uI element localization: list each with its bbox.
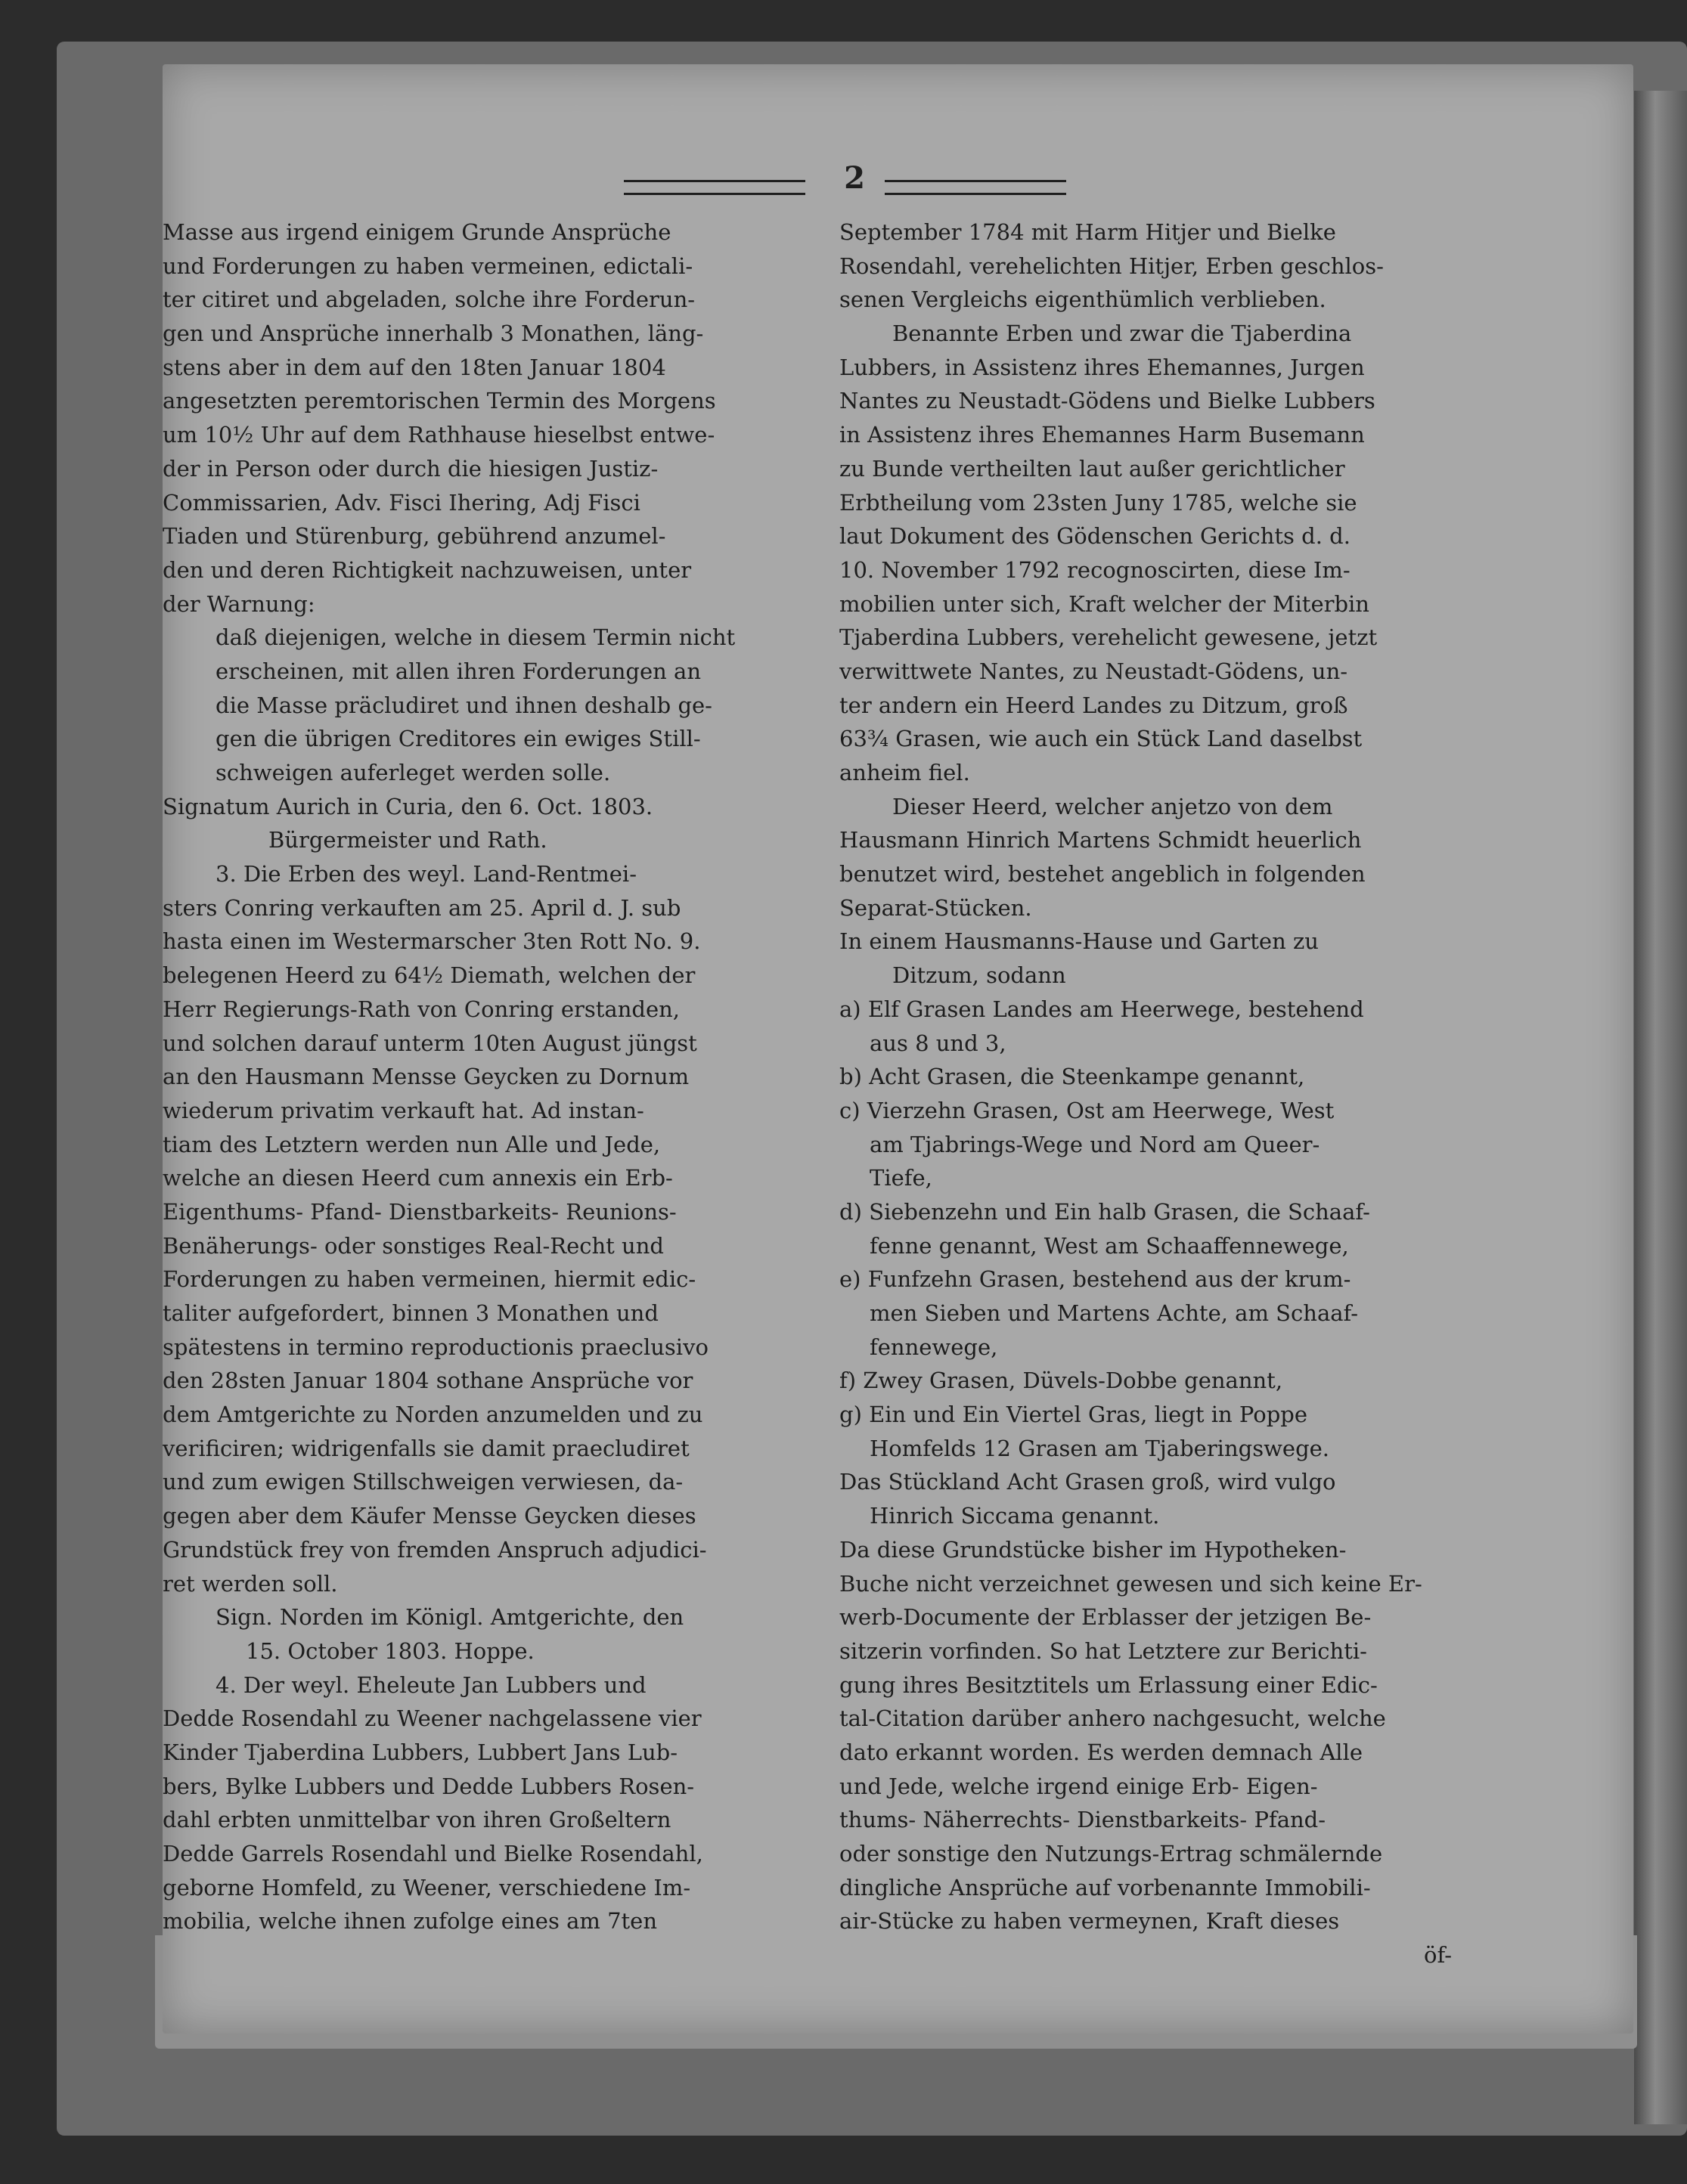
header-rule-left xyxy=(624,180,805,195)
text-line: dingliche Ansprüche auf vorbenannte Immobili- xyxy=(839,1874,1371,1901)
text-line: daß diejenigen, welche in diesem Termin nicht xyxy=(216,624,736,651)
text-line: senen Vergleichs eigenthümlich verblieben. xyxy=(839,287,1326,313)
text-line: Forderungen zu haben vermeinen, hiermit edic- xyxy=(163,1266,696,1293)
text-line: belegenen Heerd zu 64½ Diemath, welchen der xyxy=(163,962,696,989)
text-line: Benäherungs- oder sonstiges Real-Recht und xyxy=(163,1232,664,1259)
text-line: Erbtheilung vom 23sten Juny 1785, welche sie xyxy=(839,489,1357,516)
text-line: gegen aber dem Käufer Mensse Geycken dieses xyxy=(163,1503,696,1529)
text-line: aus 8 und 3, xyxy=(870,1030,1006,1056)
text-line: an den Hausmann Mensse Geycken zu Dornum xyxy=(163,1064,690,1090)
text-line: der Warnung: xyxy=(163,590,315,617)
text-line: mobilien unter sich, Kraft welcher der Miterbin xyxy=(839,590,1369,617)
text-line: men Sieben und Martens Achte, am Schaaf- xyxy=(870,1300,1359,1326)
text-line: Dedde Garrels Rosendahl und Bielke Rosendahl, xyxy=(163,1841,703,1866)
text-line: sitzerin vorfinden. So hat Letztere zur Berichti- xyxy=(839,1637,1367,1664)
text-line: 10. November 1792 recognoscirten, diese Im- xyxy=(839,556,1351,583)
text-line: Rosendahl, verehelichten Hitjer, Erben geschlos- xyxy=(839,252,1384,279)
text-line: der in Person oder durch die hiesigen Justiz- xyxy=(163,455,659,482)
text-line: Nantes zu Neustadt-Gödens und Bielke Lubbers xyxy=(839,388,1375,414)
text-line: b) Acht Grasen, die Steenkampe genannt, xyxy=(839,1064,1305,1090)
text-line: dahl erbten unmittelbar von ihren Großeltern xyxy=(163,1807,671,1833)
text-line: Homfelds 12 Grasen am Tjaberingswege. xyxy=(870,1435,1330,1461)
text-line: tal-Citation darüber anhero nachgesucht, welche xyxy=(839,1705,1386,1732)
text-line: und Forderungen zu haben vermeinen, edictali- xyxy=(163,252,693,279)
text-line: sters Conring verkauften am 25. April d. J. sub xyxy=(163,894,681,921)
text-line: angesetzten peremtorischen Termin des Morgens xyxy=(163,388,716,414)
text-line: schweigen auferleget werden solle. xyxy=(216,760,611,785)
right-text-column xyxy=(839,215,1505,1972)
text-line: verwittwete Nantes, zu Neustadt-Gödens, un- xyxy=(839,658,1348,684)
text-line: ret werden soll. xyxy=(163,1570,338,1597)
text-line: f) Zwey Grasen, Düvels-Dobbe genannt, xyxy=(839,1368,1283,1394)
text-line: Bürgermeister und Rath. xyxy=(268,827,547,853)
text-line: Lubbers, in Assistenz ihres Ehemannes, Jurgen xyxy=(839,354,1365,380)
text-line: gung ihres Besitztitels um Erlassung einer Edic- xyxy=(839,1671,1378,1698)
text-line: 4. Der weyl. Eheleute Jan Lubbers und xyxy=(216,1671,647,1698)
text-line: den und deren Richtigkeit nachzuweisen, unter xyxy=(163,556,692,583)
text-line: ter andern ein Heerd Landes zu Ditzum, groß xyxy=(839,692,1348,718)
text-line: Tiefe, xyxy=(870,1165,932,1191)
text-line: mobilia, welche ihnen zufolge eines am 7ten xyxy=(163,1908,658,1935)
text-line: am Tjabrings-Wege und Nord am Queer- xyxy=(870,1131,1320,1157)
book-spine xyxy=(1634,91,1687,2124)
text-line: In einem Hausmanns-Hause und Garten zu xyxy=(839,928,1319,955)
text-line: Benannte Erben und zwar die Tjaberdina xyxy=(892,321,1352,347)
text-line: Eigenthums- Pfand- Dienstbarkeits- Reunions- xyxy=(163,1198,677,1225)
text-line: Hausmann Hinrich Martens Schmidt heuerlich xyxy=(839,827,1362,853)
text-line: Separat-Stücken. xyxy=(839,894,1032,921)
text-line: Tjaberdina Lubbers, verehelicht gewesene, jetzt xyxy=(839,624,1378,651)
text-line: öf- xyxy=(1424,1942,1452,1969)
text-line: fenne genannt, West am Schaaffennewege, xyxy=(870,1232,1349,1259)
text-line: laut Dokument des Gödenschen Gerichts d. d. xyxy=(839,523,1351,550)
text-line: d) Siebenzehn und Ein halb Grasen, die Schaaf- xyxy=(839,1198,1370,1225)
text-line: um 10½ Uhr auf dem Rathhause hieselbst entwe- xyxy=(163,422,715,448)
text-line: tiam des Letztern werden nun Alle und Jede, xyxy=(163,1131,661,1157)
text-line: oder sonstige den Nutzungs-Ertrag schmälernde xyxy=(839,1841,1383,1866)
text-line: September 1784 mit Harm Hitjer und Bielke xyxy=(839,219,1336,245)
text-line: und zum ewigen Stillschweigen verwiesen, da- xyxy=(163,1469,684,1495)
text-line: Tiaden und Stürenburg, gebührend anzumel- xyxy=(163,523,666,550)
text-line: Herr Regierungs-Rath von Conring erstanden, xyxy=(163,996,681,1022)
text-line: die Masse präcludiret und ihnen deshalb ge- xyxy=(216,692,712,718)
text-line: gen und Ansprüche innerhalb 3 Monathen, läng- xyxy=(163,321,704,347)
text-line: geborne Homfeld, zu Weener, verschiedene Im- xyxy=(163,1874,691,1901)
text-line: ter citiret und abgeladen, solche ihre Forderun- xyxy=(163,287,696,313)
text-line: Ditzum, sodann xyxy=(892,962,1066,989)
text-line: verificiren; widrigenfalls sie damit praecludiret xyxy=(163,1435,690,1461)
text-line: a) Elf Grasen Landes am Heerwege, bestehend xyxy=(839,996,1364,1022)
text-line: taliter aufgefordert, binnen 3 Monathen und xyxy=(163,1300,659,1326)
text-line: 3. Die Erben des weyl. Land-Rentmei- xyxy=(216,861,637,888)
text-line: spätestens in termino reproductionis praeclusivo xyxy=(163,1334,709,1360)
text-line: hasta einen im Westermarscher 3ten Rott No. 9. xyxy=(163,928,701,955)
text-line: Das Stückland Acht Grasen groß, wird vulgo xyxy=(839,1469,1336,1495)
text-line: Dieser Heerd, welcher anjetzo von dem xyxy=(892,793,1333,819)
text-line: c) Vierzehn Grasen, Ost am Heerwege, West xyxy=(839,1097,1335,1123)
text-line: Kinder Tjaberdina Lubbers, Lubbert Jans Lub- xyxy=(163,1739,678,1765)
text-line: Da diese Grundstücke bisher im Hypotheken- xyxy=(839,1536,1347,1563)
text-line: wiederum privatim verkauft hat. Ad instan- xyxy=(163,1097,644,1123)
text-line: dato erkannt worden. Es werden demnach Alle xyxy=(839,1739,1363,1765)
header-rule-right xyxy=(885,180,1066,195)
text-line: benutzet wird, bestehet angeblich in folgenden xyxy=(839,861,1366,888)
text-line: Commissarien, Adv. Fisci Ihering, Adj Fisci xyxy=(163,489,640,516)
text-line: bers, Bylke Lubbers und Dedde Lubbers Rosen- xyxy=(163,1773,695,1799)
page-number: 2 xyxy=(844,160,865,196)
text-line: Hinrich Siccama genannt. xyxy=(870,1503,1160,1529)
text-line: in Assistenz ihres Ehemannes Harm Busemann xyxy=(839,422,1365,448)
text-line: Sign. Norden im Königl. Amtgerichte, den xyxy=(216,1604,684,1631)
text-line: Signatum Aurich in Curia, den 6. Oct. 1803. xyxy=(163,793,653,819)
text-line: Buche nicht verzeichnet gewesen und sich keine Er- xyxy=(839,1570,1422,1597)
text-line: und Jede, welche irgend einige Erb- Eigen- xyxy=(839,1773,1318,1799)
text-line: welche an diesen Heerd cum annexis ein Erb- xyxy=(163,1165,673,1191)
text-line: Dedde Rosendahl zu Weener nachgelassene vier xyxy=(163,1705,702,1732)
text-line: Grundstück frey von fremden Anspruch adjudici- xyxy=(163,1536,707,1563)
text-line: 63¾ Grasen, wie auch ein Stück Land daselbst xyxy=(839,726,1363,752)
text-line: anheim fiel. xyxy=(839,760,970,785)
text-line: fennewege, xyxy=(870,1334,998,1360)
text-line: werb-Documente der Erblasser der jetzigen Be- xyxy=(839,1604,1372,1631)
text-line: gen die übrigen Creditores ein ewiges Still- xyxy=(216,726,701,752)
text-line: e) Funfzehn Grasen, bestehend aus der krum- xyxy=(839,1266,1351,1293)
text-line: zu Bunde vertheilten laut außer gerichtlicher xyxy=(839,455,1345,482)
text-line: dem Amtgerichte zu Norden anzumelden und zu xyxy=(163,1402,703,1428)
text-line: den 28sten Januar 1804 sothane Ansprüche vor xyxy=(163,1368,693,1394)
left-text-column xyxy=(163,215,805,1938)
text-line: erscheinen, mit allen ihren Forderungen an xyxy=(216,658,702,684)
text-line: und solchen darauf unterm 10ten August jüngst xyxy=(163,1030,697,1056)
text-line: Masse aus irgend einigem Grunde Ansprüche xyxy=(163,219,671,245)
text-line: air-Stücke zu haben vermeynen, Kraft dieses xyxy=(839,1908,1340,1935)
text-line: 15. October 1803. Hoppe. xyxy=(246,1637,535,1664)
text-line: stens aber in dem auf den 18ten Januar 1804 xyxy=(163,354,666,380)
text-line: thums- Näherrechts- Dienstbarkeits- Pfand- xyxy=(839,1807,1326,1833)
text-line: g) Ein und Ein Viertel Gras, liegt in Poppe xyxy=(839,1402,1307,1428)
